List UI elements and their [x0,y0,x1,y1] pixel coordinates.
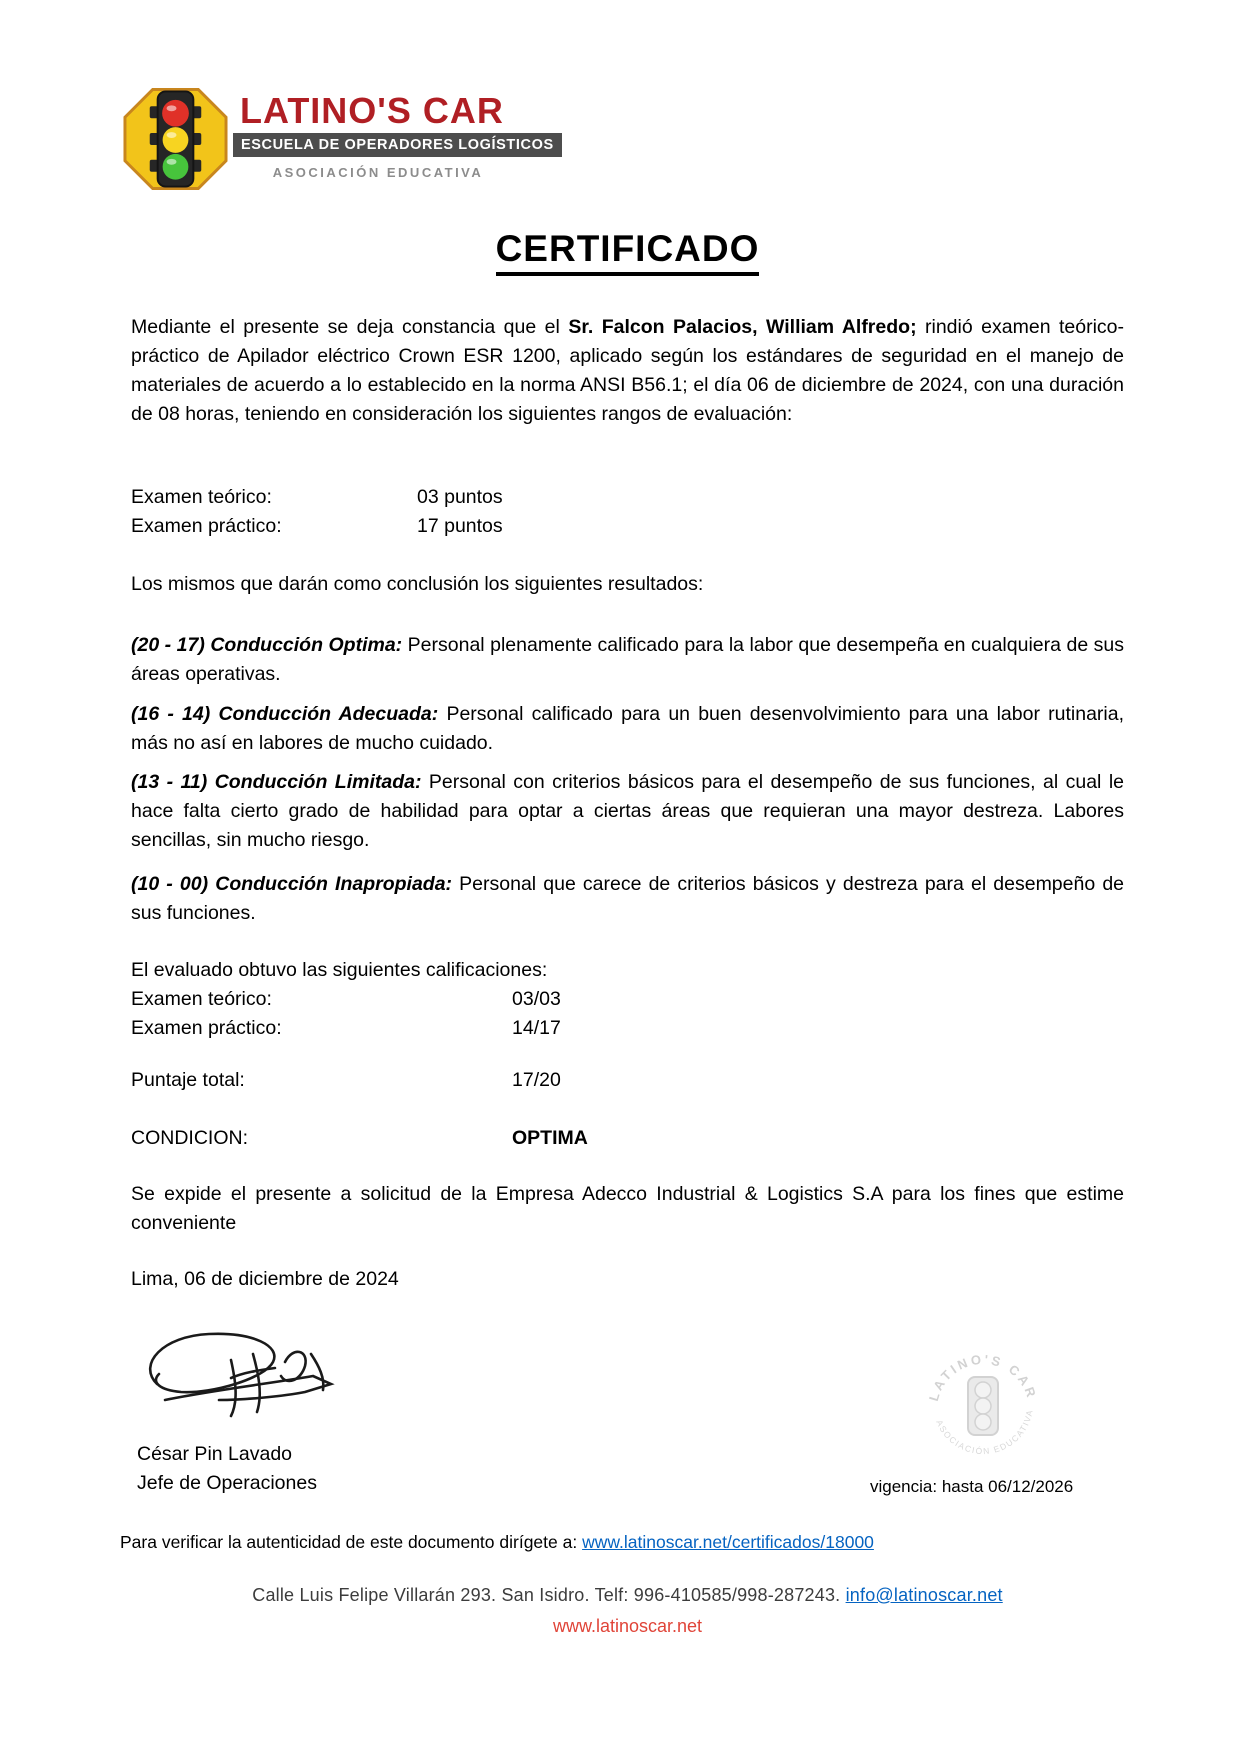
signature-image [135,1326,347,1424]
row-label: Examen teórico: [131,486,272,508]
seal-arc-bottom-text: ASOCIACIÓN EDUCATIVA [934,1408,1035,1457]
grade-range-label: (10 - 00) Conducción Inapropiada: [131,873,453,895]
email-link[interactable]: info@latinoscar.net [845,1585,1003,1605]
row-value: 03/03 [512,988,561,1010]
grade-inapropiada-paragraph [131,870,1124,928]
grade-optima-paragraph [131,631,1124,689]
seal-arc-top-text: LATINO'S CAR [925,1351,1040,1403]
date-line: Lima, 06 de diciembre de 2024 [131,1268,399,1290]
exam-range-table [131,483,1124,541]
document-title: CERTIFICADO [131,228,1124,276]
row-label: CONDICION: [131,1127,248,1149]
row-label: Puntaje total: [131,1069,245,1091]
total-score-row [131,1066,1124,1095]
row-label: Examen práctico: [131,1017,282,1039]
row-value: 14/17 [512,1017,561,1039]
signer-block [137,1440,317,1498]
grade-range-label: (16 - 14) Conducción Adecuada: [131,703,439,725]
grade-adecuada-paragraph [131,700,1124,758]
grade-description: Personal con criterios básicos para el desempeño de sus funciones, al cual le hace falta cierto grado de habilidad para optar a ciertas áreas que requieran una mayor destreza. Labores sencillas, sin mucho riesgo. [131,771,1124,851]
grade-range-label: (13 - 11) Conducción Limitada: [131,771,422,793]
seal-watermark-icon [920,1344,1046,1470]
verify-text: Para verificar la autenticidad de este documento dirígete a: [120,1532,583,1552]
footer-website: www.latinoscar.net [552,1616,703,1636]
brand-title: LATINO'S CAR [240,90,504,131]
table-row [131,483,1124,512]
intro-paragraph: Mediante el presente se deja constancia que el Sr. Falcon Palacios, William Alfredo; rindió examen teórico-práctico de Apilador eléctrico Crown ESR 1200, aplicado según los estándares de seguridad en el manejo de materiales de acuerdo a lo establecido en la norma ANSI B56.1; el día 06 de diciembre de 2024, con una duración de 08 horas, teniendo en consideración los siguientes rangos de evaluación: [131,316,1125,425]
row-label: Examen teórico: [131,988,272,1010]
table-row [131,1014,1124,1043]
address-text: Calle Luis Felipe Villarán 293. San Isidro. Telf: 996-410585/998-287243. [252,1585,846,1605]
verify-link[interactable]: www.latinoscar.net/certificados/18000 [582,1532,874,1552]
final-scores-intro: El evaluado obtuvo las siguientes calificaciones: [131,959,548,981]
row-label: Examen práctico: [131,515,282,537]
table-row [131,985,1124,1014]
validity-text: vigencia: hasta 06/12/2026 [870,1477,1074,1496]
signer-title: Jefe de Operaciones [137,1472,317,1494]
issue-statement: Se expide el presente a solicitud de la Empresa Adecco Industrial & Logistics S.A para los fines que estime conveniente [131,1183,1124,1234]
grade-description: Personal que carece de criterios básicos y destreza para el desempeño de sus funciones. [131,873,1125,924]
signer-name: César Pin Lavado [137,1443,293,1465]
brand-tagline: ASOCIACIÓN EDUCATIVA [272,165,484,180]
results-intro: Los mismos que darán como conclusión los siguientes resultados: [131,573,704,595]
verify-line [120,1532,874,1553]
row-value: 17 puntos [417,515,503,537]
final-scores-table [131,956,1124,1043]
grade-limitada-paragraph [131,768,1124,855]
condition-value: OPTIMA [512,1127,588,1149]
logo [122,86,554,198]
total-score-value: 17/20 [512,1069,561,1091]
grade-description: Personal plenamente calificado para la labor que desempeña en cualquiera de sus áreas operativas. [131,634,1124,685]
footer-address-line [131,1585,1124,1606]
table-row [131,512,1124,541]
grade-range-label: (20 - 17) Conducción Optima: [131,634,403,656]
traffic-light-octagon-icon [122,86,229,192]
brand-subtitle: ESCUELA DE OPERADORES LOGÍSTICOS [233,133,562,157]
condition-row [131,1124,1124,1153]
grade-description: Personal calificado para un buen desenvolvimiento para una labor rutinaria, más no así en labores de mucho cuidado. [131,703,1125,754]
row-value: 03 puntos [417,486,503,508]
